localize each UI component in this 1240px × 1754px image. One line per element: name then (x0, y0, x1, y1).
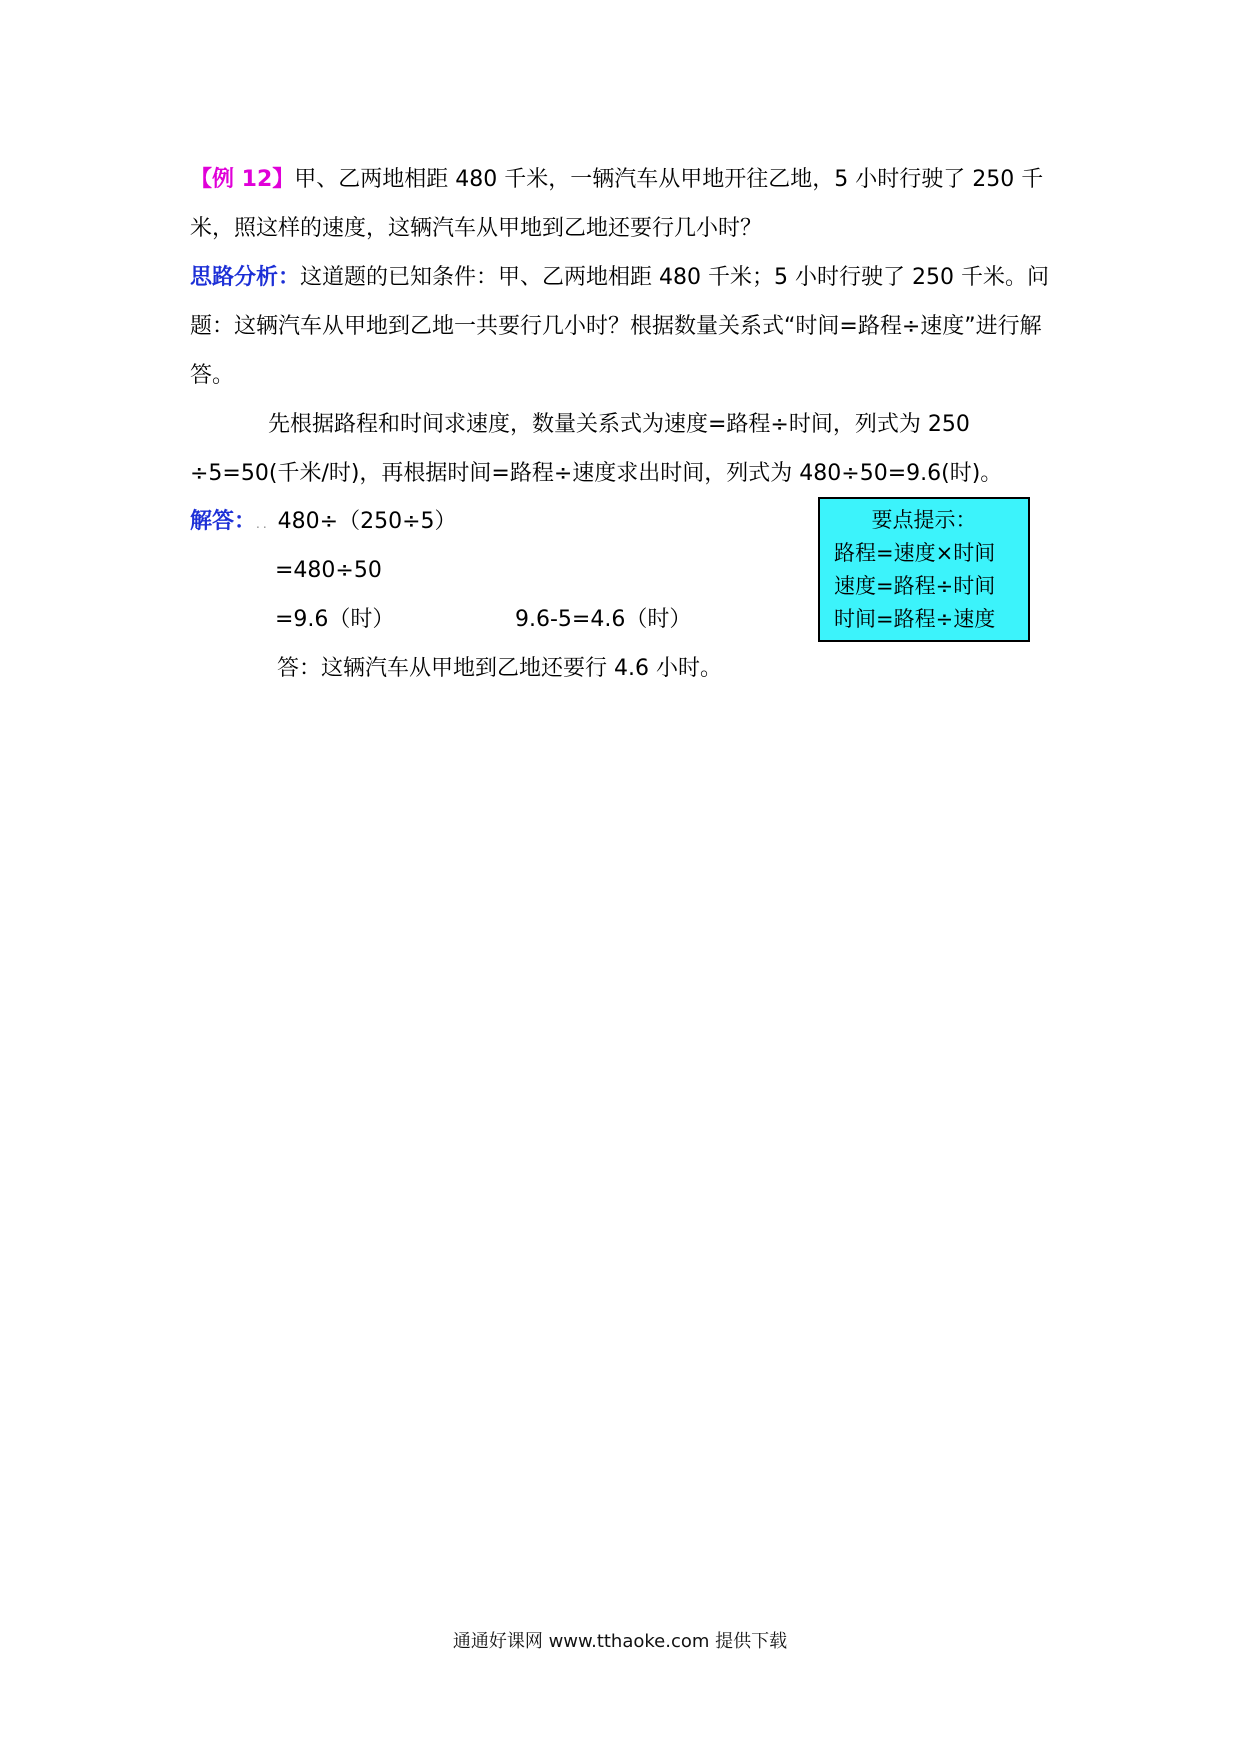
solution-line-3b: 9.6-5=4.6（时） (515, 607, 692, 632)
analysis-paragraph (190, 253, 1060, 400)
solution-dots: .. (256, 517, 270, 531)
solution-line-1: 480÷（250÷5） (277, 509, 457, 534)
key-points-box (818, 497, 1030, 642)
solution-line-3a: =9.6（时） (275, 607, 395, 632)
example-problem (190, 155, 1060, 253)
analysis-text: 这道题的已知条件：甲、乙两地相距 480 千米；5 小时行驶了 250 千米。问题：这辆汽车从甲地到乙地一共要行几小时？根据数量关系式“时间=路程÷速度”进行解答。 (190, 265, 1049, 388)
solution-line-2: =480÷50 (275, 558, 382, 583)
example-text: 甲、乙两地相距 480 千米，一辆汽车从甲地开往乙地，5 小时行驶了 250 千米，照这样的速度，这辆汽车从甲地到乙地还要行几小时？ (190, 167, 1044, 241)
hint-line: 时间=路程÷速度 (834, 607, 996, 631)
footer-source: 通通好课网 www.tthaoke.com 提供下载 (452, 1631, 788, 1652)
method-paragraph: 先根据路程和时间求速度，数量关系式为速度=路程÷时间，列式为 250 ÷5=50(千米/时)，再根据时间=路程÷速度求出时间，列式为 480÷50=9.6(时)。 (190, 412, 1003, 486)
solution-tag: 解答： (190, 509, 257, 534)
document-body (190, 155, 1060, 498)
example-tag: 【例 12】 (190, 167, 295, 192)
analysis-tag: 思路分析： (190, 265, 301, 290)
solution-answer: 答：这辆汽车从甲地到乙地还要行 4.6 小时。 (277, 656, 722, 681)
solution-first-line (190, 497, 457, 549)
hint-title: 要点提示： (871, 508, 977, 532)
hint-line: 速度=路程÷时间 (834, 574, 996, 598)
hint-line: 路程=速度×时间 (834, 541, 996, 565)
